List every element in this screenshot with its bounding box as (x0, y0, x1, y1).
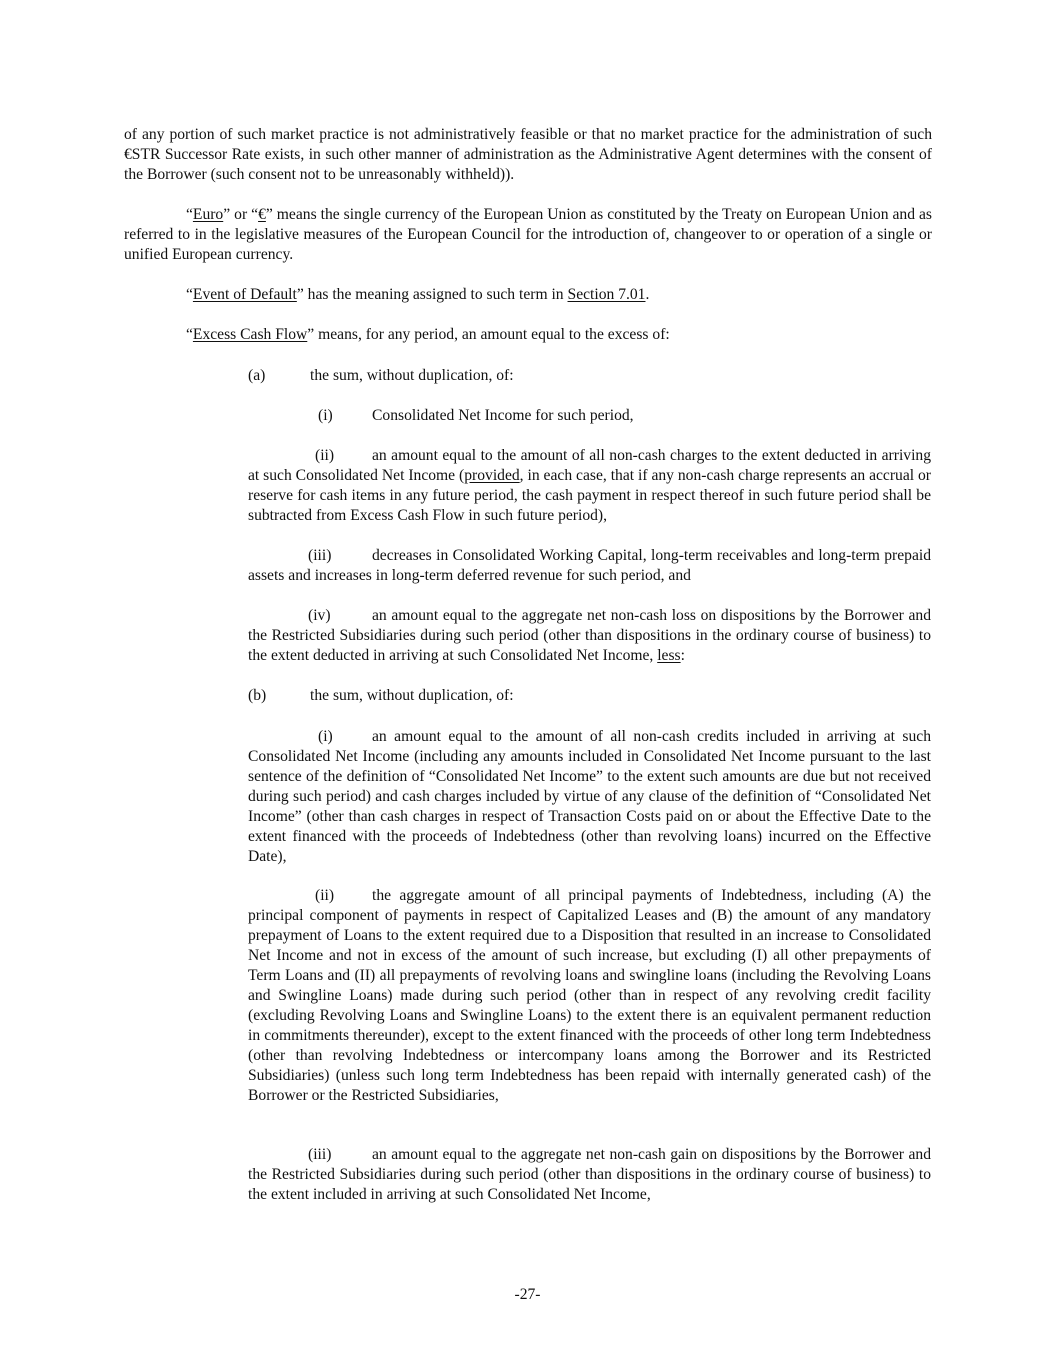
clause-text: the sum, without duplication, of: (310, 367, 514, 384)
clause-a-iv (248, 606, 931, 666)
clause-text: Consolidated Net Income for such period, (372, 407, 634, 424)
clause-text: the sum, without duplication, of: (310, 687, 514, 704)
clause-label: (ii) (315, 887, 335, 904)
page-number: -27- (514, 1286, 541, 1303)
clause-b-i (248, 727, 931, 867)
text: “ (186, 206, 193, 223)
text: . (645, 286, 650, 303)
clause-text: : (680, 647, 685, 664)
text: “ (186, 286, 193, 303)
clause-text: , in each case, that if any non-cash charge represents an accrual or reserve for cash items in any future period, the cash payment in respect thereof in such future period shall be subtracted from Excess Cash Flow in such future period), (248, 467, 932, 524)
clause-text: an amount equal to the aggregate net non-cash gain on dispositions by the Borrower and the Restricted Subsidiaries during such period (other than dispositions in the ordinary course of business) to the extent included in arriving at such Consolidated Net Income, (248, 1146, 931, 1203)
less-term: less (657, 647, 681, 664)
defined-term: € (258, 206, 266, 223)
defined-term: Event of Default (192, 286, 297, 303)
clause-label: (i) (318, 407, 333, 424)
clause-text: an amount equal to the amount of all non-cash charges to the extent deducted in arriving at such Consolidated Net Income ( (248, 447, 931, 484)
clause-text: the aggregate amount of all principal payments of Indebtedness, including (A) the principal component of payments in respect of Capitalized Leases and (B) the amount of any mandatory prepayment of Loans to the extent required due to a Disposition that resulted in an increase to Consolidated Net Income and not in excess of the amount of such increase, but excluding (I) all other prepayments of Term Loans and (II) all prepayments of revolving loans and swingline loans (including the Revolving Loans and Swingline Loans) made during such period (other than in respect of any revolving credit facility (excluding Revolving Loans and Swingline Loans) to the extent there is an equivalent permanent reduction in commitments thereunder), except to the extent financed with the proceeds of other long term Indebtedness (other than revolving Indebtedness or intercompany loans among the Borrower and its Restricted Subsidiaries) (unless such long term Indebtedness has been repaid with internally generated cash) of the Borrower or the Restricted Subsidiaries, (248, 887, 931, 1104)
clause-label: (i) (318, 728, 333, 745)
clause-b-ii (248, 886, 931, 1106)
clause-label: (ii) (315, 447, 335, 464)
definition-excess-cash-flow (124, 325, 932, 345)
clause-text: decreases in Consolidated Working Capital, long-term receivables and long-term prepaid assets and increases in long-term deferred revenue for such period, and (248, 547, 931, 584)
clause-label: (a) (248, 367, 266, 384)
intro-paragraph: of any portion of such market practice is not administratively feasible or that no market practice for the administration of such €STR Successor Rate exists, in such other manner of administration as the Administrative Agent determines with the consent of the Borrower (such consent not to be unreasonably withheld)). (124, 126, 932, 183)
defined-term: Excess Cash Flow (192, 326, 308, 343)
text: ” or “ (223, 206, 259, 223)
clause-text: an amount equal to the aggregate net non-cash loss on dispositions by the Borrower and the Restricted Subsidiaries during such period (other than dispositions in the ordinary course of business) to the extent deducted in arriving at such Consolidated Net Income, (248, 607, 931, 664)
clause-label: (b) (248, 687, 267, 704)
clause-a-iii (248, 546, 931, 586)
section-reference: Section 7.01 (567, 286, 646, 303)
text: “ (186, 326, 193, 343)
text: ” has the meaning assigned to such term in (296, 286, 568, 303)
clause-a (248, 366, 931, 386)
text: ” means, for any period, an amount equal to the excess of: (307, 326, 670, 343)
defined-term: Euro (192, 206, 224, 223)
clause-b-iii (248, 1145, 931, 1205)
clause-label: (iii) (308, 547, 332, 564)
text: ” means the single currency of the European Union as constituted by the Treaty on European Union and as referred to in the legislative measures of the European Council for the introduction of, changeover to or operation of a single or unified European currency. (124, 206, 932, 263)
definition-event-of-default (124, 285, 932, 305)
proviso-term: provided (464, 467, 520, 484)
definition-euro (124, 205, 932, 265)
clause-a-i (248, 406, 931, 426)
clause-b (248, 686, 931, 706)
clause-text: an amount equal to the amount of all non-cash credits included in arriving at such Consolidated Net Income (including any amounts included in Consolidated Net Income pursuant to the last sentence of the definition of “Consolidated Net Income” to the extent such amounts are due but not received during such period) and cash charges included by virtue of any clause of the definition of “Consolidated Net Income” (other than cash charges in respect of Transaction Costs paid on or about the Effective Date to the extent financed with the proceeds of Indebtedness (other than revolving loans) incurred on the Effective Date), (248, 728, 931, 865)
clause-label: (iii) (308, 1146, 332, 1163)
clause-label: (iv) (308, 607, 331, 624)
clause-a-ii (248, 446, 931, 526)
